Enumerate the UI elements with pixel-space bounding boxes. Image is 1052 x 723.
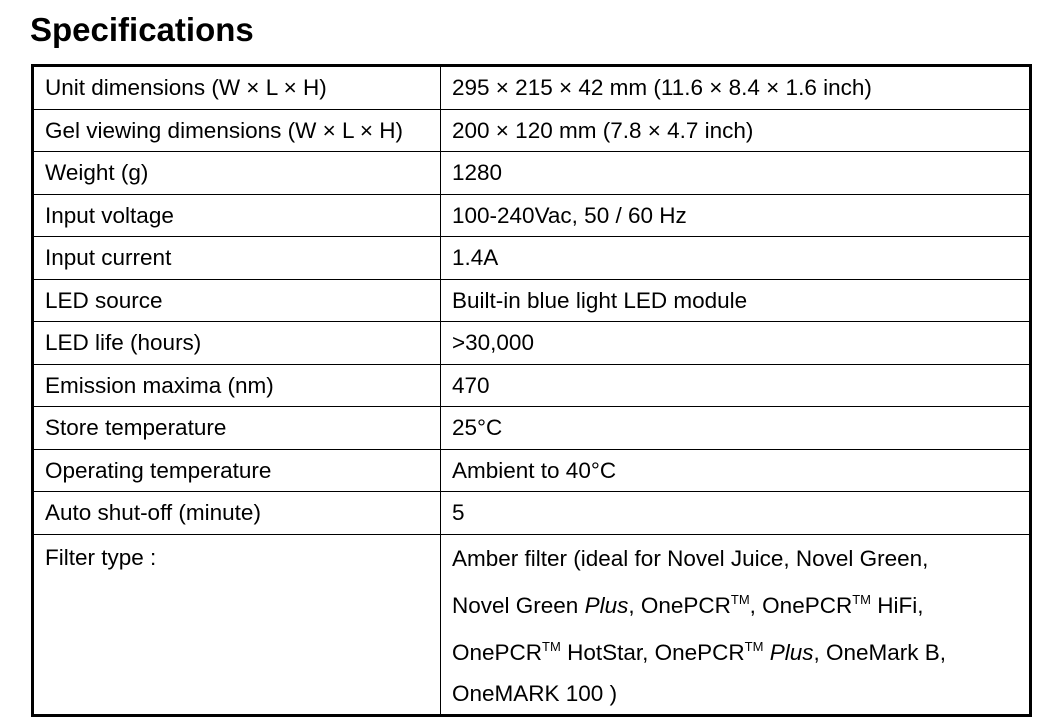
trademark-mark: TM xyxy=(542,638,561,654)
spec-value: 1280 xyxy=(441,152,1031,195)
spec-label: Weight (g) xyxy=(33,152,441,195)
table-row xyxy=(33,66,1031,110)
spec-value: 25°C xyxy=(441,407,1031,450)
table-row xyxy=(33,492,1031,535)
filter-text: OnePCR xyxy=(452,639,543,665)
table-row xyxy=(33,237,1031,280)
filter-text: HiFi, xyxy=(871,592,924,618)
spec-value: Built-in blue light LED module xyxy=(441,279,1031,322)
table-row-filter-type xyxy=(33,534,1031,715)
spec-label: Operating temperature xyxy=(33,449,441,492)
table-row xyxy=(33,279,1031,322)
table-row xyxy=(33,449,1031,492)
spec-label: Filter type : xyxy=(33,534,441,715)
filter-line-1: Amber filter (ideal for Novel Juice, Novel Green, xyxy=(452,545,929,571)
table-row xyxy=(33,407,1031,450)
table-row xyxy=(33,109,1031,152)
spec-value: 200 × 120 mm (7.8 × 4.7 inch) xyxy=(441,109,1031,152)
spec-label: Input voltage xyxy=(33,194,441,237)
filter-line-3 xyxy=(452,626,1029,673)
spec-label: Auto shut-off (minute) xyxy=(33,492,441,535)
spec-value: 470 xyxy=(441,364,1031,407)
spec-label: Unit dimensions (W × L × H) xyxy=(33,66,441,110)
filter-text: Novel Green xyxy=(452,592,585,618)
filter-line-4: OneMARK 100 ) xyxy=(452,680,618,706)
filter-line-2 xyxy=(452,579,1029,626)
spec-value: 5 xyxy=(441,492,1031,535)
spec-label: LED source xyxy=(33,279,441,322)
filter-text-italic: Plus xyxy=(769,639,814,665)
filter-text: , OnePCR xyxy=(749,592,853,618)
filter-text-italic: Plus xyxy=(584,592,629,618)
table-row xyxy=(33,152,1031,195)
spec-value: >30,000 xyxy=(441,322,1031,365)
spec-label: Input current xyxy=(33,237,441,280)
spec-label: Gel viewing dimensions (W × L × H) xyxy=(33,109,441,152)
specifications-table xyxy=(31,64,1032,717)
spec-value: Ambient to 40°C xyxy=(441,449,1031,492)
spec-label: LED life (hours) xyxy=(33,322,441,365)
table-row xyxy=(33,364,1031,407)
spec-value: 100-240Vac, 50 / 60 Hz xyxy=(441,194,1031,237)
spec-label: Emission maxima (nm) xyxy=(33,364,441,407)
trademark-mark: TM xyxy=(744,638,764,654)
filter-type-value xyxy=(441,534,1031,715)
spec-value: 295 × 215 × 42 mm (11.6 × 8.4 × 1.6 inch) xyxy=(441,66,1031,110)
table-row xyxy=(33,194,1031,237)
trademark-mark: TM xyxy=(852,591,871,607)
filter-text: HotStar, OnePCR xyxy=(560,639,745,665)
table-row xyxy=(33,322,1031,365)
trademark-mark: TM xyxy=(730,591,750,607)
spec-value: 1.4A xyxy=(441,237,1031,280)
page-title: Specifications xyxy=(30,11,254,48)
filter-text: , OneMark B, xyxy=(813,639,947,665)
spec-label: Store temperature xyxy=(33,407,441,450)
filter-text: , OnePCR xyxy=(628,592,731,618)
